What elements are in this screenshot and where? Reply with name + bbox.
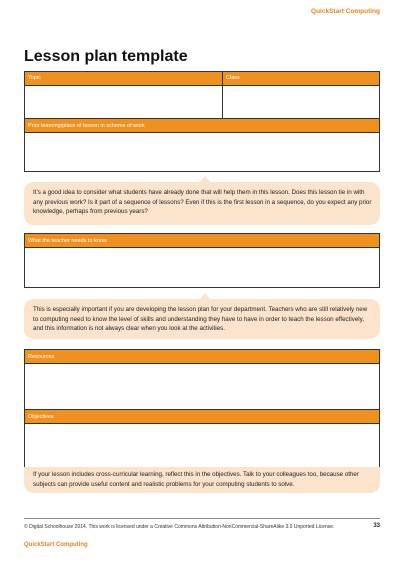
objectives-note-text: If your lesson includes cross-curricular learning, reflect this in the objectives. Talk to your colleagues too, because other subjects can provide useful content and realistic problems for your computing students to solve. — [33, 471, 359, 488]
class-field[interactable] — [223, 86, 379, 118]
license-text: © Digital Schoolhouse 2014. This work is licensed under a Creative Commons Attribution-NonCommercial-ShareAlike 3.0 Unported License. — [24, 524, 335, 530]
class-label: Class — [223, 72, 379, 85]
note-tail — [200, 293, 210, 299]
topic-label: Topic — [25, 72, 223, 85]
page-number: 33 — [373, 523, 380, 529]
teacher-needs-note-text: This is especially important if you are developing the lesson plan for your department. Teachers who are still relatively new to computing need to know the level of skills and understanding they have to have in order to teach the lesson effectively, and this information is not always clear when you look at the activities. — [33, 306, 368, 333]
topic-class-table — [24, 71, 380, 172]
prior-learning-label: Prior learning/place of lesson in scheme of work — [25, 119, 379, 133]
footer-brand: QuickStart Computing — [24, 542, 88, 548]
teacher-needs-note — [24, 299, 380, 339]
footer-divider — [24, 518, 380, 519]
resources-field[interactable] — [25, 364, 379, 410]
objectives-note — [24, 467, 380, 493]
topic-class-header — [25, 72, 379, 86]
page-title: Lesson plan template — [24, 48, 188, 65]
teacher-needs-table — [24, 233, 380, 288]
note-tail — [200, 176, 210, 182]
teacher-needs-label: What the teacher needs to know — [25, 234, 379, 248]
topic-field[interactable] — [25, 86, 223, 118]
prior-learning-note-text: It’s a good idea to consider what students have already done that will help them in this lesson. Does this lesson tie in with any previous work? Is it part of a sequence of lessons? Even if this is the first lesson in a sequence, do you expect any prior knowledge, perhaps from previous years? — [33, 189, 372, 216]
header-brand: QuickStart Computing — [311, 8, 380, 15]
objectives-field[interactable] — [25, 424, 379, 467]
objectives-label: Objectives — [25, 410, 379, 424]
teacher-needs-field[interactable] — [25, 248, 379, 287]
resources-objectives-table — [24, 349, 380, 469]
prior-learning-field[interactable] — [25, 133, 379, 171]
resources-label: Resources — [25, 350, 379, 364]
prior-learning-note — [24, 182, 380, 225]
